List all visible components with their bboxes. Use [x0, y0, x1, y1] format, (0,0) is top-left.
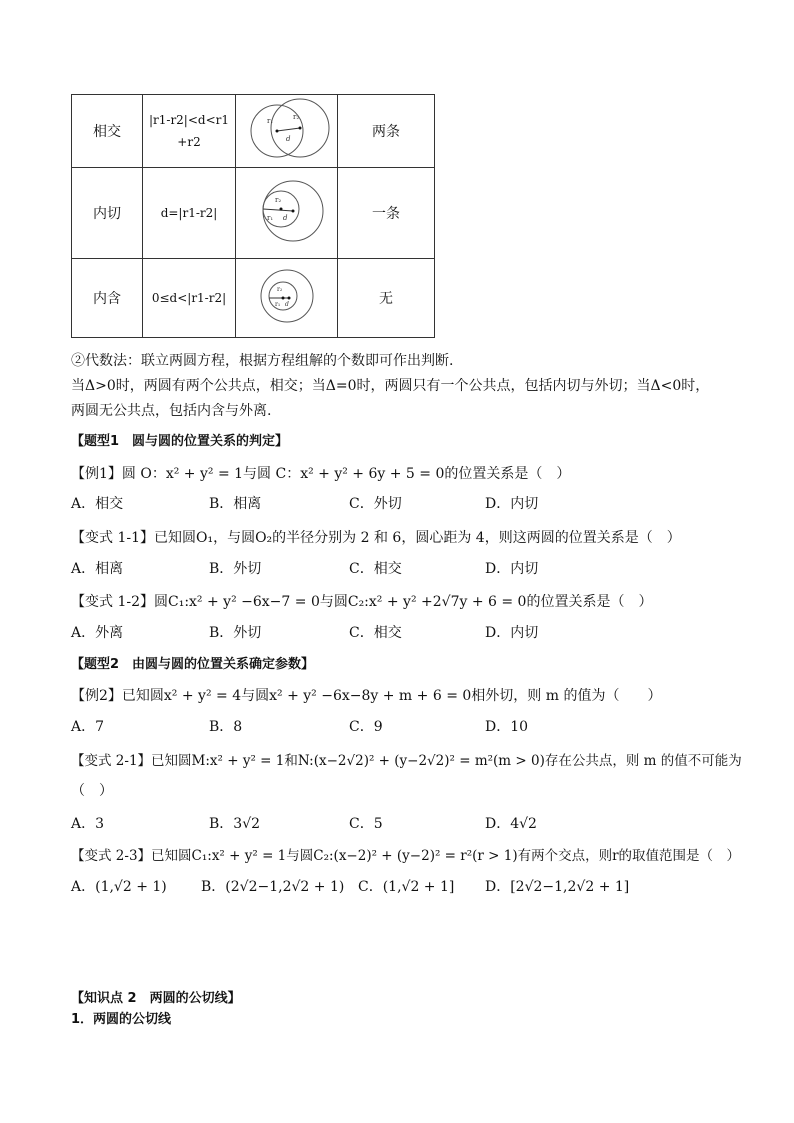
knowledge-point-2-title: 【知识点 2 两圆的公切线】 — [71, 991, 241, 1006]
option-c: C．外切 — [349, 496, 402, 512]
table-row — [72, 95, 435, 168]
option-a: A．3 — [71, 816, 105, 832]
variant-1-1-stem: 【变式 1-1】已知圆O₁，与圆O₂的半径分别为 2 和 6，圆心距为 4，则这两圆的位置关系是（ ） — [71, 530, 681, 546]
condition-text: 0≤d<|r1-r2| — [143, 259, 236, 338]
condition-text: d=|r1-r2| — [143, 168, 236, 259]
tangent-count: 一条 — [338, 168, 435, 259]
diagram-cell — [236, 259, 338, 338]
inner-tangent-diagram — [237, 168, 337, 254]
section-title-type2: 【题型2 由圆与圆的位置关系确定参数】 — [71, 657, 315, 672]
position-table — [71, 94, 435, 338]
option-c: C．5 — [349, 816, 383, 832]
option-b: B．外切 — [209, 625, 262, 641]
label-d: d — [284, 301, 289, 308]
label-r2: r₂ — [292, 113, 299, 121]
option-b: B．3√2 — [209, 816, 261, 832]
table-row — [72, 259, 435, 338]
option-d: D．[2√2−1,2√2 + 1] — [485, 879, 630, 895]
option-a: A．相交 — [71, 496, 124, 512]
tangent-count: 无 — [338, 259, 435, 338]
option-b: B．8 — [209, 719, 243, 735]
label-d: d — [282, 214, 287, 222]
option-d: D．内切 — [485, 561, 539, 577]
option-b: B．相离 — [209, 496, 262, 512]
relation-name: 内切 — [72, 168, 143, 259]
option-d: D．4√2 — [485, 816, 537, 832]
tangent-count: 两条 — [338, 95, 435, 168]
subsection-title: 1．两圆的公切线 — [71, 1012, 172, 1027]
option-c: C．相交 — [349, 561, 402, 577]
label-r1: r₁ — [274, 301, 280, 308]
option-c: C．9 — [349, 719, 383, 735]
option-a: A．相离 — [71, 561, 124, 577]
label-r2: r₂ — [276, 286, 282, 293]
intersect-diagram — [237, 95, 337, 163]
algebra-method: ②代数法：联立两圆方程，根据方程组解的个数即可作出判断. — [71, 353, 454, 369]
label-r1: r₁ — [266, 214, 273, 222]
option-a: A．外离 — [71, 625, 124, 641]
relation-name: 内含 — [72, 259, 143, 338]
contain-diagram — [237, 259, 337, 333]
label-r2: r₂ — [274, 196, 281, 204]
example-2-stem: 【例2】已知圆x² + y² = 4与圆x² + y² −6x−8y + m + 6 = 0相外切，则 m 的值为（ ） — [71, 688, 662, 704]
option-a: A．7 — [71, 719, 105, 735]
diagram-cell — [236, 95, 338, 168]
variant-2-3-stem: 【变式 2-3】已知圆C₁:x² + y² = 1与圆C₂:(x−2)² + (y−2)² = r²(r > 1)有两个交点，则r的取值范围是（ ） — [71, 848, 741, 864]
table-row — [72, 168, 435, 259]
condition — [143, 95, 236, 168]
option-d: D．内切 — [485, 496, 539, 512]
option-c: C．(1,√2 + 1] — [358, 879, 455, 895]
algebra-cases-cont: 两圆无公共点，包括内含与外离. — [71, 403, 272, 419]
circle-inner — [269, 282, 297, 310]
variant-1-2-stem: 【变式 1-2】圆C₁:x² + y² −6x−7 = 0与圆C₂:x² + y² +2√7y + 6 = 0的位置关系是（ ） — [71, 594, 653, 610]
diagram-cell — [236, 168, 338, 259]
option-c: C．相交 — [349, 625, 402, 641]
algebra-cases: 当Δ>0时，两圆有两个公共点，相交；当Δ=0时，两圆只有一个公共点，包括内切与外切；当Δ<0时， — [71, 378, 710, 394]
condition-text: |r1-r2|<d<r1+r2 — [148, 113, 230, 149]
label-d: d — [285, 135, 290, 143]
label-r1: r₁ — [266, 117, 273, 125]
option-d: D．10 — [485, 719, 529, 735]
example-1-stem: 【例1】圆 O：x² + y² = 1与圆 C：x² + y² + 6y + 5 = 0的位置关系是（ ） — [71, 466, 571, 482]
section-title-type1: 【题型1 圆与圆的位置关系的判定】 — [71, 434, 289, 449]
option-d: D．内切 — [485, 625, 539, 641]
option-a: A．(1,√2 + 1) — [71, 879, 167, 895]
variant-2-1-stem: 【变式 2-1】已知圆M:x² + y² = 1和N:(x−2√2)² + (y−2√2)² = m²(m > 0)存在公共点，则 m 的值不可能为 — [71, 753, 742, 769]
variant-2-1-stem-cont: （ ） — [71, 783, 113, 799]
relation-name: 相交 — [72, 95, 143, 168]
option-b: B．(2√2−1,2√2 + 1) — [201, 879, 345, 895]
option-b: B．外切 — [209, 561, 262, 577]
